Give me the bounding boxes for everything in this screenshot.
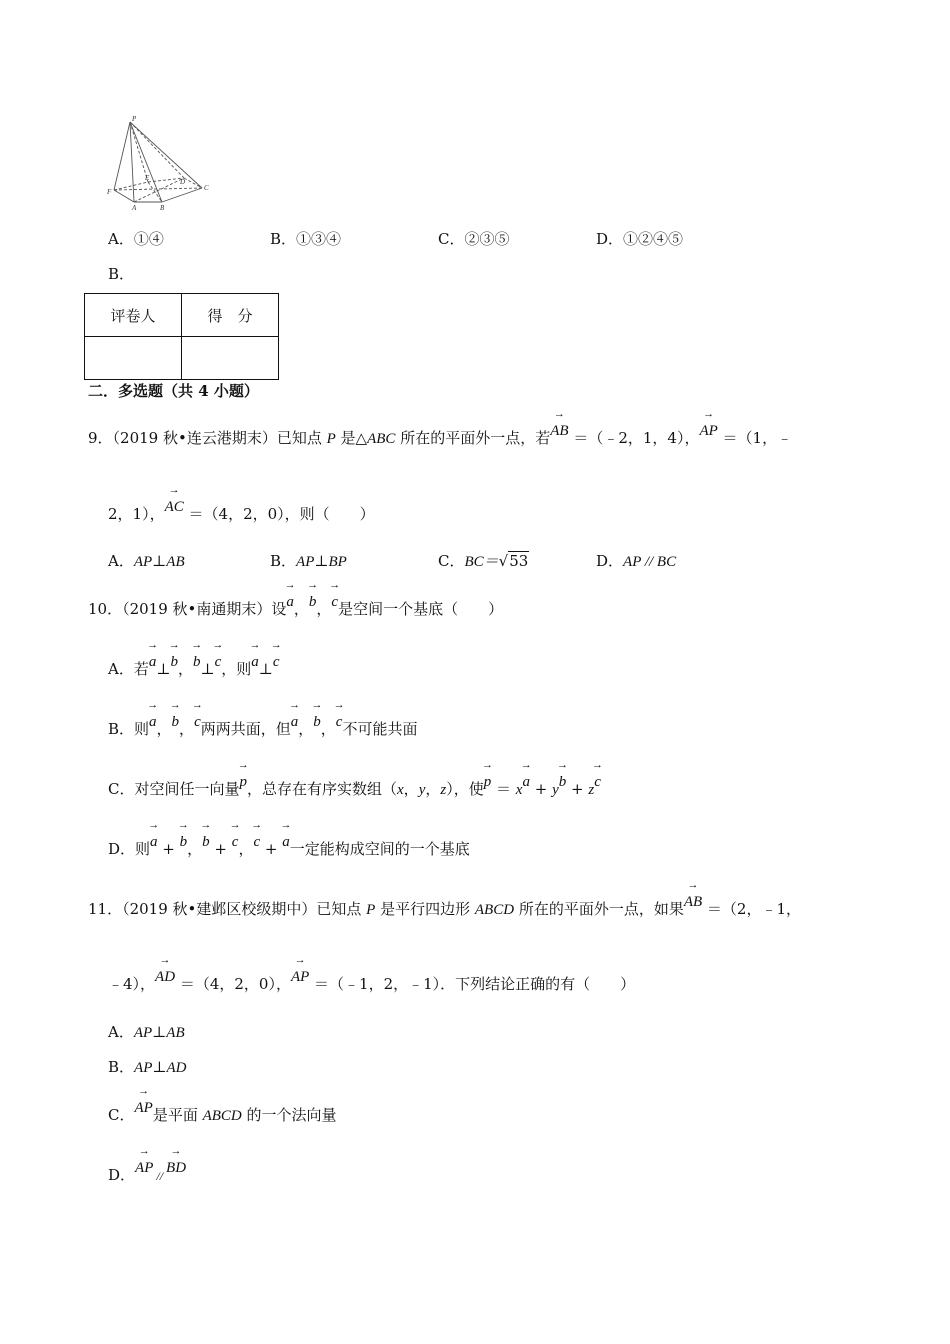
q8-option-a: A．①④ bbox=[108, 230, 164, 248]
q9-vector-ap: → AP bbox=[699, 423, 717, 440]
score-table bbox=[84, 293, 279, 380]
q11-option-c-plane: ABCD bbox=[202, 1108, 242, 1124]
q9-vector-ac: → AC bbox=[165, 499, 184, 516]
q11-option-d-vector-bd: → BD bbox=[166, 1160, 186, 1177]
q11-vector-ad: → AD bbox=[155, 969, 175, 986]
q10-vec-a: → a bbox=[149, 714, 157, 731]
q10-option-c-mid: ，总存在有序实数组（ bbox=[246, 780, 397, 798]
q10-option-a bbox=[108, 654, 280, 679]
q11-option-c-prefix: C． bbox=[108, 1106, 135, 1124]
plus-symbol: + bbox=[157, 840, 180, 858]
q11-ab-value: ＝（2，﹣1， bbox=[702, 900, 802, 918]
q10-number: 10． bbox=[88, 600, 123, 618]
q11-option-d bbox=[108, 1160, 187, 1185]
q9-ac-value: ＝（4，2，0），则（ ） bbox=[183, 505, 375, 523]
q10-sep: ， bbox=[425, 780, 441, 798]
q10-sep: ， bbox=[293, 600, 309, 618]
q10-option-b bbox=[108, 714, 418, 739]
q9-option-b-prefix: B． bbox=[270, 552, 297, 570]
q10-then: ，则 bbox=[221, 660, 252, 678]
q10-option-d-prefix: D．则 bbox=[108, 840, 151, 858]
q9-option-d bbox=[596, 550, 676, 571]
var-y: y bbox=[418, 782, 426, 798]
q11-point-p: P bbox=[366, 902, 376, 918]
q10-vec-a: → a bbox=[291, 714, 299, 731]
q11-ad-value: ＝（4，2，0）， bbox=[175, 975, 291, 993]
q10-option-a-prefix: A．若 bbox=[108, 660, 149, 678]
q9-text2: 所在的平面外一点，若 bbox=[395, 429, 551, 447]
q10-option-d-tail: 一定能构成空间的一个基底 bbox=[289, 840, 470, 858]
score-table-grader-cell bbox=[85, 337, 182, 380]
q10-vec-c: → c bbox=[194, 714, 201, 731]
q11-option-a-prefix: A． bbox=[108, 1023, 134, 1041]
q10-vec-b: → b bbox=[559, 774, 567, 791]
q10-stem bbox=[88, 594, 504, 619]
q10-vec-p: → p bbox=[484, 774, 492, 791]
q9-option-c bbox=[438, 550, 529, 571]
label-f: F bbox=[107, 188, 112, 196]
perp-symbol: ⊥ bbox=[156, 660, 171, 678]
q10-vec-c: → c bbox=[594, 774, 601, 791]
q10-option-d bbox=[108, 834, 470, 859]
perp-symbol: ⊥ bbox=[200, 660, 215, 678]
q10-option-b-prefix: B．则 bbox=[108, 720, 150, 738]
q9-option-a-prefix: A． bbox=[108, 552, 134, 570]
q10-vec-a: → a bbox=[522, 774, 530, 791]
q10-vec-b: → b bbox=[193, 654, 201, 671]
q10-sep: ， bbox=[320, 720, 336, 738]
score-table-score-cell bbox=[182, 337, 279, 380]
q10-option-c bbox=[108, 774, 601, 799]
q9-ap-value: ＝（1，﹣ bbox=[717, 429, 793, 447]
q10-vec-b: → b bbox=[313, 714, 321, 731]
q9-option-c-prefix: C． bbox=[438, 552, 465, 570]
q10-sep: ， bbox=[156, 720, 172, 738]
q11-option-b-prefix: B． bbox=[108, 1058, 135, 1076]
q10-vec-b: → b bbox=[172, 714, 180, 731]
label-b: B bbox=[160, 204, 165, 212]
q10-sep: ， bbox=[187, 840, 203, 858]
q10-sep: ， bbox=[403, 780, 419, 798]
q10-option-b-mid: 两两共面，但 bbox=[200, 720, 291, 738]
q10-vec-b: → b bbox=[202, 834, 210, 851]
q11-parallelogram: ABCD bbox=[474, 902, 515, 918]
q11-option-d-prefix: D． bbox=[108, 1166, 136, 1184]
q9-ab-value: ＝（﹣2，1，4）， bbox=[568, 429, 700, 447]
q10-vec-c: → c bbox=[232, 834, 239, 851]
sqrt-symbol: √53 bbox=[498, 552, 529, 570]
label-d: D bbox=[180, 178, 186, 186]
q9-option-a bbox=[108, 550, 185, 571]
q10-tail: 是空间一个基底（ ） bbox=[338, 600, 504, 618]
q11-option-b-math: AP⊥AD bbox=[134, 1060, 187, 1076]
q10-vec-c: → c bbox=[215, 654, 222, 671]
q10-sep: ， bbox=[238, 840, 254, 858]
q10-sep: ， bbox=[179, 720, 195, 738]
q10-vec-p: → p bbox=[239, 774, 247, 791]
q10-vec-b: → b bbox=[180, 834, 188, 851]
q10-vec-c: → c bbox=[253, 834, 260, 851]
q9-option-b-math: AP⊥BP bbox=[296, 554, 347, 570]
q10-vec-a: → a bbox=[251, 654, 259, 671]
var-x: x bbox=[397, 782, 404, 798]
q10-vec-c: → c bbox=[336, 714, 343, 731]
q9-line2 bbox=[108, 499, 375, 524]
var-y: y bbox=[552, 782, 559, 798]
q9-text1: 是△ bbox=[335, 429, 368, 447]
equals-symbol: ＝ bbox=[491, 780, 516, 798]
q10-vec-a: → a bbox=[282, 834, 290, 851]
q10-source: （2019 秋•南通期末）设 bbox=[122, 600, 287, 618]
var-x: x bbox=[515, 782, 523, 798]
section-title: 二．多选题（共 4 小题） bbox=[88, 382, 259, 400]
q9-line1 bbox=[88, 423, 793, 448]
q10-vec-a: → a bbox=[149, 654, 157, 671]
q9-option-c-math: BC＝ bbox=[464, 554, 499, 570]
q11-option-b bbox=[108, 1056, 186, 1077]
q11-line2-prefix: ﹣4）， bbox=[108, 975, 156, 993]
parallel-symbol: // bbox=[153, 1169, 167, 1183]
plus-symbol: + bbox=[260, 840, 283, 858]
label-p: P bbox=[132, 115, 137, 123]
q11-ap-value: ＝（﹣1，2，﹣1）．下列结论正确的有（ ） bbox=[309, 975, 636, 993]
q10-option-c-prefix: C．对空间任一向量 bbox=[108, 780, 240, 798]
q11-source: （2019 秋•建邺区校级期中）已知点 bbox=[122, 900, 367, 918]
q10-vec-b: → b bbox=[309, 594, 317, 611]
q11-vector-ab: → AB bbox=[684, 894, 702, 911]
var-z: z bbox=[440, 782, 447, 798]
q11-option-a bbox=[108, 1021, 185, 1042]
q9-option-a-math: AP⊥AB bbox=[133, 554, 185, 570]
q10-sep: ， bbox=[316, 600, 332, 618]
q10-sep: ， bbox=[177, 660, 193, 678]
q11-text2: 所在的平面外一点，如果 bbox=[514, 900, 684, 918]
q11-option-c-text2: 的一个法向量 bbox=[241, 1106, 337, 1124]
q10-option-b-tail: 不可能共面 bbox=[342, 720, 418, 738]
q10-sep: ， bbox=[298, 720, 314, 738]
q8-option-d: D．①②④⑤ bbox=[596, 230, 684, 248]
plus-symbol: + bbox=[566, 780, 589, 798]
q11-number: 11． bbox=[88, 900, 123, 918]
pyramid-figure bbox=[104, 112, 219, 212]
q10-vec-a: → a bbox=[150, 834, 158, 851]
q9-line2-prefix: 2，1）， bbox=[108, 505, 165, 523]
q9-option-d-math: AP // BC bbox=[623, 554, 677, 570]
q11-option-a-math: AP⊥AB bbox=[133, 1025, 185, 1041]
q9-option-d-prefix: D． bbox=[596, 552, 624, 570]
plus-symbol: + bbox=[529, 780, 553, 798]
label-c: C bbox=[204, 184, 209, 192]
q8-option-c: C．②③⑤ bbox=[438, 230, 510, 248]
q8-stray-label: B． bbox=[108, 265, 135, 283]
q10-vec-c: → c bbox=[273, 654, 280, 671]
q11-option-c bbox=[108, 1100, 337, 1125]
q9-vector-ab: → AB bbox=[550, 423, 568, 440]
plus-symbol: + bbox=[209, 840, 232, 858]
label-a: A bbox=[132, 204, 137, 212]
q10-option-c-close: ），使 bbox=[446, 780, 484, 798]
q10-vec-a: → a bbox=[286, 594, 294, 611]
q11-option-c-text1: 是平面 bbox=[152, 1106, 203, 1124]
q11-option-c-vector: → AP bbox=[134, 1100, 152, 1117]
label-e: E bbox=[145, 174, 150, 182]
q8-option-b: B．①③④ bbox=[270, 230, 342, 248]
q11-text1: 是平行四边形 bbox=[375, 900, 475, 918]
q11-line1 bbox=[88, 894, 802, 919]
var-z: z bbox=[588, 782, 595, 798]
q9-source: （2019 秋•连云港期末）已知点 bbox=[112, 429, 327, 447]
q9-option-c-radicand: 53 bbox=[509, 552, 529, 570]
q9-point-p: P bbox=[326, 431, 336, 447]
score-table-score-header: 得 分 bbox=[182, 294, 279, 337]
q10-vec-b: → b bbox=[170, 654, 178, 671]
perp-symbol: ⊥ bbox=[258, 660, 273, 678]
q9-option-b bbox=[270, 550, 347, 571]
q11-line2 bbox=[108, 969, 636, 994]
q11-option-d-vector-ap: → AP bbox=[135, 1160, 153, 1177]
q9-number: 9． bbox=[88, 429, 113, 447]
score-table-grader-header: 评卷人 bbox=[85, 294, 182, 337]
q11-vector-ap: → AP bbox=[291, 969, 309, 986]
q9-triangle: ABC bbox=[367, 431, 396, 447]
q10-vec-c: → c bbox=[331, 594, 338, 611]
